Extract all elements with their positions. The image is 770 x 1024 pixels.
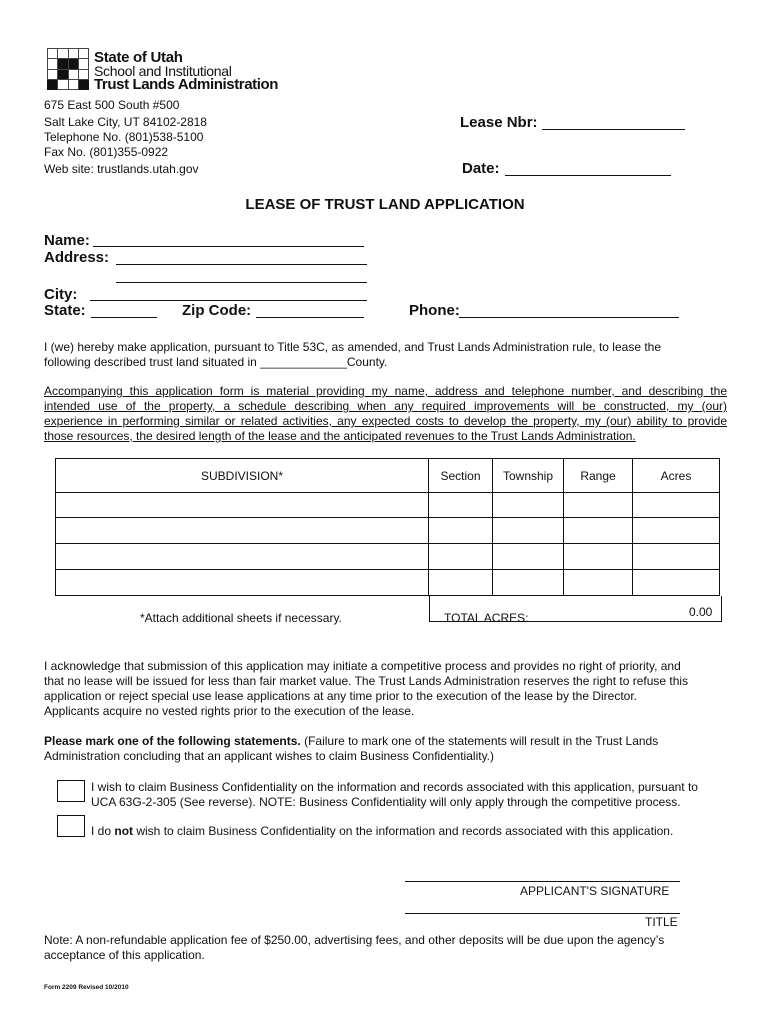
header-acres: Acres — [633, 459, 720, 493]
phone-label: Phone: — [409, 302, 460, 319]
accompany-line2: intended use of the property, a schedule describing when any required improvements will be constructed, my (our) — [44, 399, 727, 413]
city-field[interactable] — [90, 300, 367, 301]
state-label: State: — [44, 302, 86, 319]
total-acres-label: TOTAL ACRES: — [444, 611, 529, 625]
statements-intro — [44, 734, 658, 749]
org-phone: Telephone No. (801)538-5100 — [44, 130, 204, 144]
org-web: Web site: trustlands.utah.gov — [44, 162, 199, 176]
lease-number-label: Lease Nbr: — [460, 114, 538, 131]
land-description-table — [55, 458, 720, 596]
statements-rest: (Failure to mark one of the statements will result in the Trust Lands — [300, 734, 659, 748]
statements-bold: Please mark one of the following statements. — [44, 734, 301, 748]
logo-grid-icon — [47, 48, 89, 90]
accompany-line1: Accompanying this application form is material providing my name, address and telephone number, and describing the — [44, 384, 727, 398]
lease-number-field[interactable] — [542, 129, 685, 130]
claim-confidentiality-checkbox[interactable] — [57, 780, 85, 802]
date-field[interactable] — [505, 175, 671, 176]
address-field-2[interactable] — [116, 282, 367, 283]
page-title: LEASE OF TRUST LAND APPLICATION — [245, 196, 525, 213]
option2-text — [91, 824, 673, 839]
address-field-1[interactable] — [116, 264, 367, 265]
header-subdivision: SUBDIVISION* — [56, 459, 429, 493]
note-line1: Note: A non-refundable application fee of $250.00, advertising fees, and other deposits will be due upon the agency’s — [44, 933, 665, 947]
table-row[interactable] — [56, 493, 720, 518]
option2-bold: not — [114, 824, 134, 838]
attach-note: *Attach additional sheets if necessary. — [140, 611, 342, 625]
org-name-line2: School and Institutional — [94, 63, 232, 79]
table-row[interactable] — [56, 544, 720, 570]
state-field[interactable] — [91, 317, 157, 318]
header-section: Section — [429, 459, 493, 493]
org-address1: 675 East 500 South #500 — [44, 98, 180, 112]
org-name-line1: State of Utah — [94, 49, 183, 66]
header-range: Range — [564, 459, 633, 493]
org-name-line3: Trust Lands Administration — [94, 76, 279, 93]
name-field[interactable] — [93, 246, 364, 247]
address-label: Address: — [44, 249, 110, 266]
phone-field[interactable] — [459, 317, 679, 318]
name-label: Name: — [44, 232, 90, 249]
ack-line4: Applicants acquire no vested rights prior to the execution of the lease. — [44, 704, 415, 718]
table-row[interactable] — [56, 570, 720, 596]
table-header-row — [56, 459, 720, 493]
option1-line1: I wish to claim Business Confidentiality on the information and records associated with this application, pursuant to — [91, 780, 698, 794]
option2-pre: I do — [91, 824, 115, 838]
ack-line2: that no lease will be issued for less than fair market value. The Trust Lands Administration reserves the right to refuse this — [44, 674, 689, 688]
signature-field[interactable] — [405, 881, 680, 882]
ack-line3: application or reject special use lease applications at any time prior to the execution of the lease by the Director. — [44, 689, 637, 703]
zip-field[interactable] — [256, 317, 364, 318]
total-acres-value: 0.00 — [689, 605, 713, 619]
date-label: Date: — [462, 160, 500, 177]
header-township: Township — [493, 459, 564, 493]
org-fax: Fax No. (801)355-0922 — [44, 145, 169, 159]
intro-line2: following described trust land situated in _____________County. — [44, 355, 388, 369]
form-revision: Form 2209 Revised 10/2010 — [44, 984, 129, 991]
title-label: TITLE — [645, 915, 678, 929]
accompany-line3: experience in performing similar or related activities, any expected costs to develop the property, my (our) ability to provide — [44, 414, 727, 428]
signature-label: APPLICANT'S SIGNATURE — [520, 884, 670, 898]
city-label: City: — [44, 286, 78, 303]
ack-line1: I acknowledge that submission of this application may initiate a competitive process and provides no right of priority, and — [44, 659, 681, 673]
note-line2: acceptance of this application. — [44, 948, 205, 962]
no-confidentiality-checkbox[interactable] — [57, 815, 85, 837]
option1-line2: UCA 63G-2-305 (See reverse). NOTE: Business Confidentiality will only apply through the competitive process. — [91, 795, 681, 809]
option2-post: wish to claim Business Confidentiality on the information and records associated with this application. — [133, 824, 674, 838]
table-row[interactable] — [56, 518, 720, 544]
accompany-line4: those resources, the desired length of the lease and the anticipated revenues to the Trust Lands Administration. — [44, 429, 636, 443]
zip-label: Zip Code: — [182, 302, 252, 319]
org-address2: Salt Lake City, UT 84102-2818 — [44, 115, 207, 129]
title-field[interactable] — [405, 913, 680, 914]
intro-line1: I (we) hereby make application, pursuant to Title 53C, as amended, and Trust Lands Administration rule, to lease the — [44, 340, 662, 354]
statements-line2: Administration concluding that an applicant wishes to claim Business Confidentiality.) — [44, 749, 495, 763]
